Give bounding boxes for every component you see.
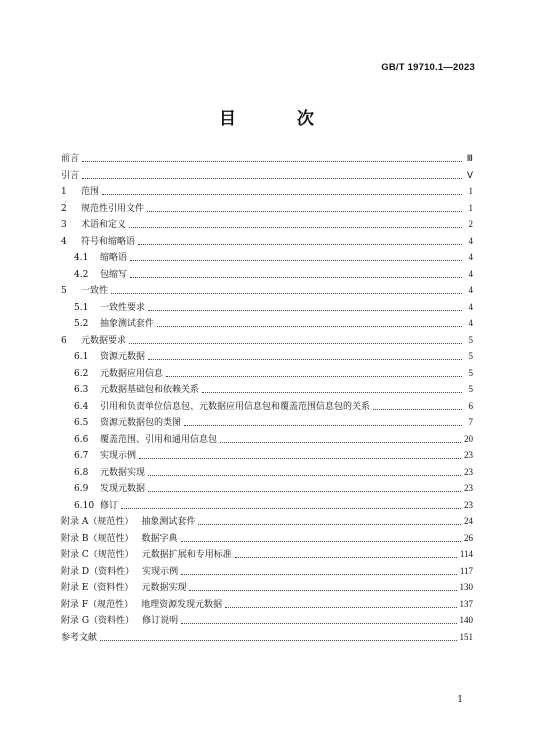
toc-entry[interactable] (61, 381, 473, 398)
toc-entry-label: 发现元数据 (100, 484, 146, 494)
toc-entry[interactable] (61, 150, 473, 167)
toc-entry-page: 4 (468, 318, 473, 328)
dot-leader (148, 474, 461, 476)
toc-entry[interactable] (61, 546, 473, 563)
toc-entry-label: 修订说明 (142, 616, 179, 626)
toc-entry-page: 5 (468, 334, 473, 345)
toc-entry-number: 附录 G（资料性） (61, 616, 135, 626)
toc-entry-page: 140 (459, 615, 473, 625)
toc-entry-label: 数据字典 (141, 533, 178, 544)
toc-entry[interactable] (61, 431, 473, 448)
toc-entry-page: 1 (468, 202, 473, 213)
toc-entry-page: 114 (459, 549, 473, 559)
standard-code: GB/T 19710.1—2023 (381, 62, 475, 73)
toc-entry-number: 6.10 (74, 500, 95, 511)
toc-entry-number: 6.1 (74, 352, 89, 362)
toc-entry-label: 抽象测试套件 (100, 319, 155, 329)
toc-entry-page: 20 (464, 433, 473, 444)
toc-entry-label: 抽象测试套件 (141, 517, 196, 527)
toc-entry-number: 附录 B（规范性） (61, 533, 134, 544)
toc-entry[interactable] (61, 612, 473, 629)
dot-leader (220, 441, 461, 443)
toc-entry-label: 元数据应用信息 (100, 368, 164, 379)
dot-leader (82, 177, 462, 179)
toc-entry-page: 5 (468, 367, 473, 378)
toc-entry-number: 附录 C（规范性） (61, 550, 134, 560)
dot-leader (139, 457, 461, 459)
toc-entry-label: 元数据要求 (81, 335, 127, 346)
toc-entry-number: 6.8 (74, 467, 89, 478)
toc-entry-label: 一致性 (81, 286, 109, 296)
toc-entry[interactable] (61, 513, 473, 530)
toc-entry-page: 4 (468, 268, 473, 279)
toc-entry-label: 资源元数据 (100, 352, 146, 362)
toc-entry[interactable] (61, 332, 473, 349)
toc-entry-number: 5.2 (74, 319, 89, 329)
toc-entry-number: 6.6 (74, 434, 89, 445)
toc-entry-number: 4.2 (74, 269, 89, 280)
toc-entry-page: 4 (468, 285, 473, 295)
table-of-contents (61, 150, 473, 645)
dot-leader (100, 639, 456, 641)
dot-leader (181, 540, 462, 542)
toc-entry[interactable] (61, 563, 473, 580)
toc-entry-page: 2 (468, 219, 473, 229)
dot-leader (102, 193, 462, 195)
toc-entry-label: 一致性要求 (100, 302, 146, 313)
toc-entry-page: 23 (464, 483, 473, 493)
toc-entry-number: 附录 D（资料性） (61, 566, 135, 577)
toc-entry[interactable] (61, 497, 473, 514)
page-title: 目 次 (219, 109, 336, 129)
page-number: 1 (457, 695, 463, 705)
toc-entry-label: 覆盖范围、引用和通用信息包 (100, 434, 218, 445)
dot-leader (129, 342, 462, 344)
toc-entry[interactable] (61, 398, 473, 415)
dot-leader (189, 589, 456, 591)
toc-entry-page: 1 (468, 186, 473, 196)
toc-entry-label: 元数据扩展和专用标准 (141, 550, 232, 560)
toc-entry-label: 实现示例 (142, 566, 179, 577)
toc-entry-label: 前言 (61, 154, 80, 164)
toc-entry[interactable] (61, 183, 473, 200)
toc-entry-label: 元数据实现 (141, 583, 187, 593)
toc-entry-label: 资源元数据包的类图 (100, 418, 182, 428)
toc-entry-number: 4.1 (74, 253, 89, 263)
toc-entry-label: 包缩写 (100, 269, 128, 280)
toc-entry[interactable] (61, 299, 473, 316)
toc-entry-page: 23 (464, 466, 473, 477)
dot-leader (184, 424, 462, 426)
toc-entry-label: 引用和负责单位信息包、元数据应用信息包和覆盖范围信息包的关系 (100, 401, 371, 412)
toc-entry-page: 4 (468, 301, 473, 312)
toc-entry-number: 6.2 (74, 368, 89, 379)
toc-entry-page: 4 (468, 252, 473, 262)
toc-entry-number: 5 (61, 286, 67, 296)
toc-entry[interactable] (61, 464, 473, 481)
toc-entry-label: 缩略语 (100, 253, 128, 263)
toc-entry[interactable] (61, 348, 473, 365)
toc-entry-page: 23 (464, 450, 473, 460)
dot-leader (147, 210, 462, 212)
toc-entry-number: 附录 A（规范性） (61, 517, 134, 527)
toc-entry-page: 130 (459, 582, 473, 592)
toc-entry-number: 2 (61, 203, 67, 214)
toc-entry-page: 137 (459, 598, 473, 609)
toc-entry-label: 规范性引用文件 (81, 203, 145, 214)
toc-entry-label: 地理资源发现元数据 (141, 599, 223, 610)
toc-entry[interactable] (61, 480, 473, 497)
toc-entry[interactable] (61, 266, 473, 283)
toc-entry[interactable] (61, 249, 473, 266)
toc-entry[interactable] (61, 233, 473, 250)
toc-entry-page: 6 (468, 400, 473, 411)
toc-entry-number: 3 (61, 220, 67, 230)
dot-leader (138, 243, 462, 245)
toc-entry[interactable] (61, 579, 473, 596)
toc-entry-label: 修订 (100, 500, 119, 511)
dot-leader (148, 490, 461, 492)
toc-entry-label: 范围 (81, 187, 100, 197)
dot-leader (111, 292, 462, 294)
toc-entry[interactable] (61, 216, 473, 233)
toc-entry-page: 151 (459, 631, 473, 642)
toc-entry[interactable] (61, 282, 473, 299)
toc-entry-number: 6 (61, 335, 67, 346)
toc-entry-page: 26 (464, 532, 473, 543)
dot-leader (202, 391, 462, 393)
dot-leader (129, 226, 462, 228)
toc-entry-label: 符号和缩略语 (81, 236, 136, 247)
dot-leader (148, 309, 462, 311)
toc-entry-number: 4 (61, 236, 67, 247)
toc-entry-label: 引言 (61, 170, 80, 181)
toc-entry-label: 术语和定义 (81, 220, 127, 230)
dot-leader (235, 556, 457, 558)
toc-entry[interactable] (61, 414, 473, 431)
toc-entry-number: 附录 E（资料性） (61, 583, 134, 593)
toc-entry-page: 5 (468, 384, 473, 394)
toc-entry-label: 元数据实现 (100, 467, 146, 478)
dot-leader (198, 523, 461, 525)
toc-entry-number: 6.3 (74, 385, 89, 395)
toc-entry-number: 附录 F（规范性） (61, 599, 134, 610)
toc-entry[interactable] (61, 167, 473, 184)
toc-entry-page: 7 (468, 417, 473, 427)
toc-entry[interactable] (61, 629, 473, 646)
dot-leader (121, 507, 461, 509)
dot-leader (130, 259, 462, 261)
toc-entry-number: 6.7 (74, 451, 89, 461)
toc-entry[interactable] (61, 200, 473, 217)
toc-entry-page: 5 (468, 351, 473, 361)
toc-entry-page: Ⅴ (466, 169, 473, 180)
toc-entry[interactable] (61, 365, 473, 382)
toc-entry-label: 实现示例 (100, 451, 137, 461)
toc-entry-page: 117 (459, 565, 473, 576)
dot-leader (166, 375, 462, 377)
dot-leader (181, 622, 456, 624)
dot-leader (181, 573, 457, 575)
dot-leader (130, 276, 462, 278)
toc-entry[interactable] (61, 596, 473, 613)
toc-entry-page: 24 (464, 516, 473, 526)
dot-leader (225, 606, 456, 608)
dot-leader (82, 160, 462, 162)
toc-entry[interactable] (61, 315, 473, 332)
toc-entry-number: 6.9 (74, 484, 89, 494)
toc-entry-label: 参考文献 (61, 632, 98, 643)
toc-entry-page: 23 (464, 499, 473, 510)
toc-entry-number: 6.5 (74, 418, 89, 428)
dot-leader (157, 325, 462, 327)
toc-entry-number: 5.1 (74, 302, 89, 313)
toc-entry[interactable] (61, 447, 473, 464)
toc-entry[interactable] (61, 530, 473, 547)
toc-entry-number: 1 (61, 187, 67, 197)
toc-entry-page: Ⅲ (466, 153, 473, 163)
dot-leader (373, 408, 462, 410)
toc-entry-label: 元数据基础包和依赖关系 (100, 385, 200, 395)
dot-leader (148, 358, 462, 360)
toc-entry-number: 6.4 (74, 401, 89, 412)
toc-entry-page: 4 (468, 235, 473, 246)
